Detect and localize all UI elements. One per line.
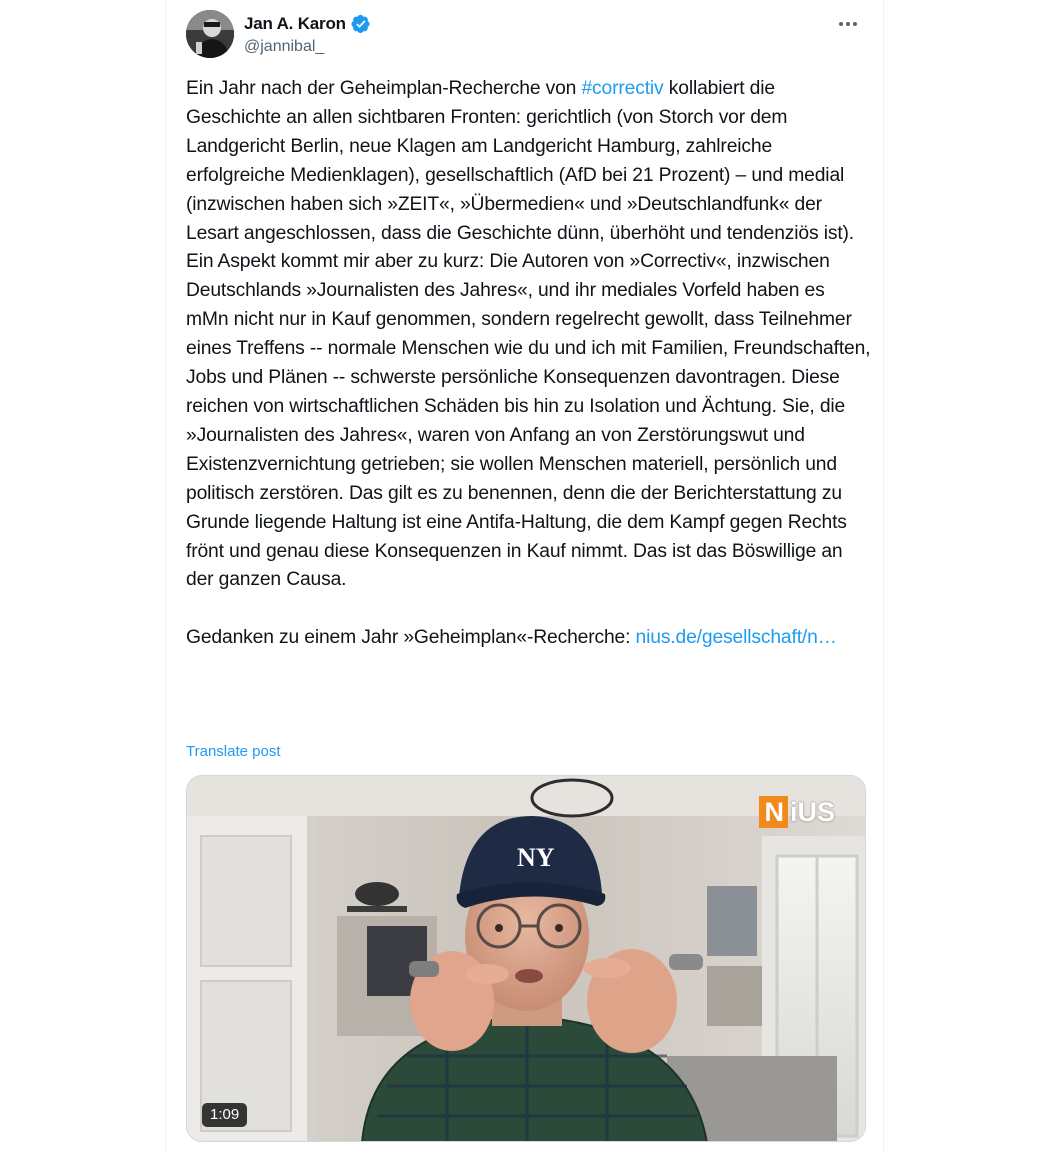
video-duration-badge: 1:09: [202, 1103, 247, 1127]
display-name[interactable]: Jan A. Karon: [244, 14, 346, 33]
logo-letter-n: N: [759, 796, 788, 828]
more-options-icon[interactable]: [830, 12, 866, 36]
avatar[interactable]: [186, 10, 234, 58]
tweet-text-part: Ein Jahr nach der Geheimplan-Recherche von: [186, 78, 582, 99]
nius-logo: [759, 796, 835, 828]
handle[interactable]: @jannibal_: [244, 38, 325, 55]
tweet-text: [186, 75, 871, 653]
svg-text:NY: NY: [517, 843, 555, 872]
translate-post-button[interactable]: Translate post: [186, 743, 281, 760]
author-block: [244, 13, 371, 56]
video-thumbnail[interactable]: [186, 775, 866, 1142]
article-link[interactable]: nius.de/gesellschaft/n…: [635, 627, 837, 649]
logo-letters-rest: iUS: [789, 797, 835, 827]
tweet-header: [186, 10, 866, 60]
hashtag-link[interactable]: #correctiv: [581, 78, 664, 99]
verified-badge-icon[interactable]: [351, 14, 371, 34]
name-row: [244, 13, 371, 35]
video-frame-image: [187, 776, 866, 1142]
tweet-text-part: kollabiert die Geschichte an allen sichtbaren Fronten: gerichtlich (von Storch vor dem Landgericht Berlin, neue Klagen am Landgericht Hamburg, zahlreiche erfolgreiche Medienklagen), gesellschaftlich (AfD bei 21 Prozent) – und medial (inzwischen haben sich »ZEIT«, »Übermedien« und »Deutschlandfunk« der Lesart angeschlossen, dass die Geschichte dünn, überhöht und tendenziös ist). Ein Aspekt kommt mir aber zu kurz: Die Autoren von »Correctiv«, inzwischen Deutschlands »Journalisten des Jahres«, und ihr mediales Vorfeld haben es mMn nicht nur in Kauf genommen, sondern regelrecht gewollt, dass Teilnehmer eines Treffens -- normale Menschen wie du und ich mit Familien, Freundschaften, Jobs und Plänen -- schwerste persönliche Konsequenzen davontragen. Diese reichen von wirtschaftlichen Schäden bis hin zu Isolation und Ächtung. Sie, die »Journalisten des Jahres«, waren von Anfang an von Zerstörungswut und Existenzvernichtung getrieben; sie wollen Menschen materiell, persönlich und politisch zerstören. Das gilt es zu benennen, denn die der Berichterstattung zu Grunde liegende Haltung ist eine Antifa-Haltung, die dem Kampf gegen Rechts frönt und genau diese Konsequenzen in Kauf nimmt. Das ist das Böswillige an der ganzen Causa. Gedanken zu einem Jahr »Geheimplan«-Recherche:: [186, 78, 871, 649]
tweet-post[interactable]: [165, 0, 884, 1152]
